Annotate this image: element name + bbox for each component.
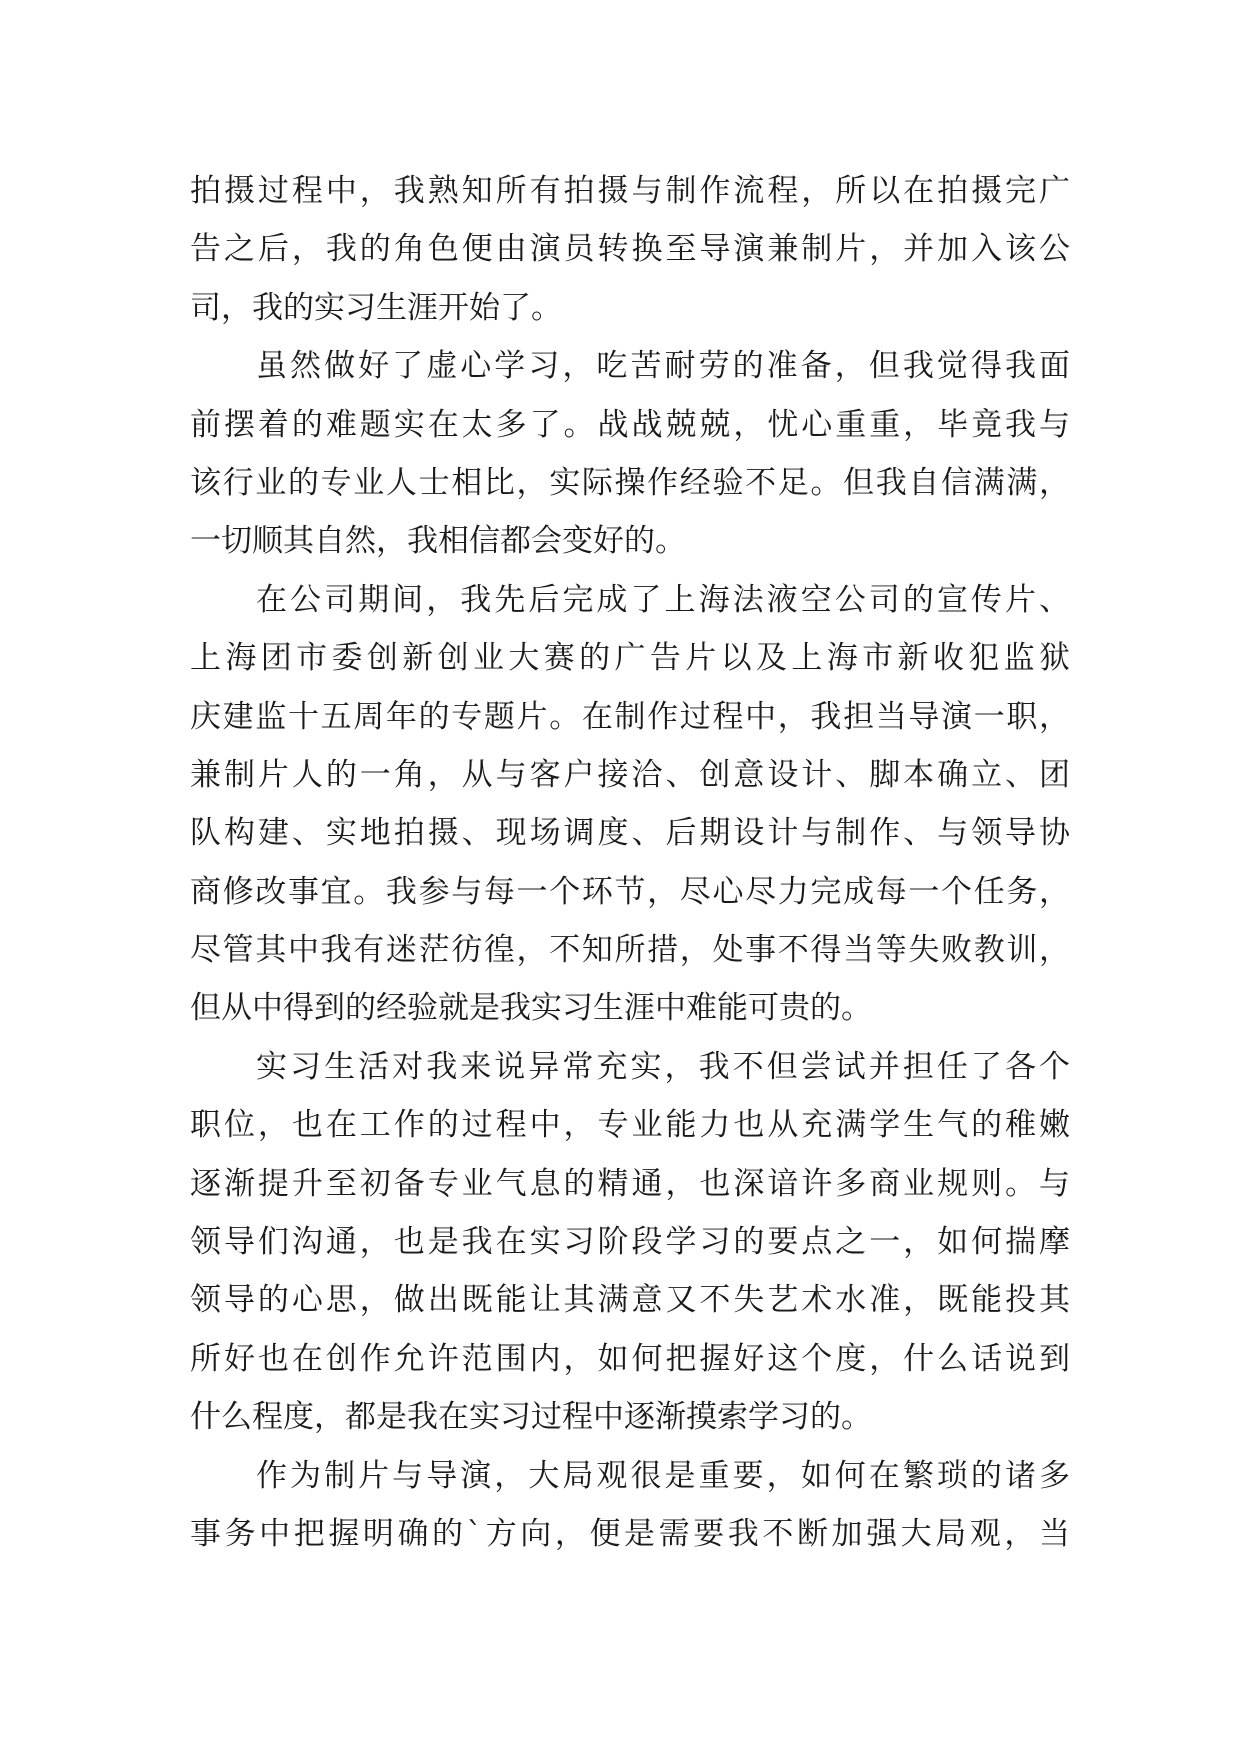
text-line: 上海团市委创新创业大赛的广告片以及上海市新收犯监狱 [190, 640, 1070, 677]
text-line: 实习生活对我来说异常充实，我不但尝试并担任了各个 [256, 1048, 1070, 1085]
text-line: 逐渐提升至初备专业气息的精通，也深谙许多商业规则。与 [190, 1165, 1070, 1202]
text-line: 前摆着的难题实在太多了。战战兢兢，忧心重重，毕竟我与 [190, 406, 1070, 443]
text-line: 领导们沟通，也是我在实习阶段学习的要点之一，如何揣摩 [190, 1224, 1070, 1261]
text-line: 领导的心思，做出既能让其满意又不失艺术水准，既能投其 [190, 1282, 1070, 1319]
text-line: 司，我的实习生涯开始了。 [190, 289, 562, 326]
text-line: 什么程度，都是我在实习过程中逐渐摸索学习的。 [190, 1399, 872, 1436]
text-line: 所好也在创作允许范围内，如何把握好这个度，什么话说到 [190, 1340, 1070, 1377]
text-line: 在公司期间，我先后完成了上海法液空公司的宣传片、 [256, 581, 1070, 618]
text-line: 该行业的专业人士相比，实际操作经验不足。但我自信满满， [190, 464, 1070, 501]
text-line: 职位，也在工作的过程中，专业能力也从充满学生气的稚嫩 [190, 1107, 1070, 1144]
text-line: 一切顺其自然，我相信都会变好的。 [190, 523, 686, 560]
document-body [190, 162, 1070, 1563]
text-line: 作为制片与导演，大局观很是重要，如何在繁琐的诸多 [256, 1457, 1070, 1494]
text-line: 虽然做好了虚心学习，吃苦耐劳的准备，但我觉得我面 [256, 348, 1070, 385]
text-line: 但从中得到的经验就是我实习生涯中难能可贵的。 [190, 990, 872, 1027]
text-line: 事务中把握明确的`方向，便是需要我不断加强大局观，当 [190, 1515, 1070, 1552]
text-line: 庆建监十五周年的专题片。在制作过程中，我担当导演一职， [190, 698, 1070, 735]
text-line: 商修改事宜。我参与每一个环节，尽心尽力完成每一个任务， [190, 873, 1070, 910]
text-line: 兼制片人的一角，从与客户接洽、创意设计、脚本确立、团 [190, 756, 1070, 793]
text-line: 队构建、实地拍摄、现场调度、后期设计与制作、与领导协 [190, 815, 1070, 852]
text-line: 告之后，我的角色便由演员转换至导演兼制片，并加入该公 [190, 231, 1070, 268]
text-line: 拍摄过程中，我熟知所有拍摄与制作流程，所以在拍摄完广 [190, 173, 1070, 209]
text-line: 尽管其中我有迷茫彷徨，不知所措，处事不得当等失败教训， [190, 932, 1070, 969]
